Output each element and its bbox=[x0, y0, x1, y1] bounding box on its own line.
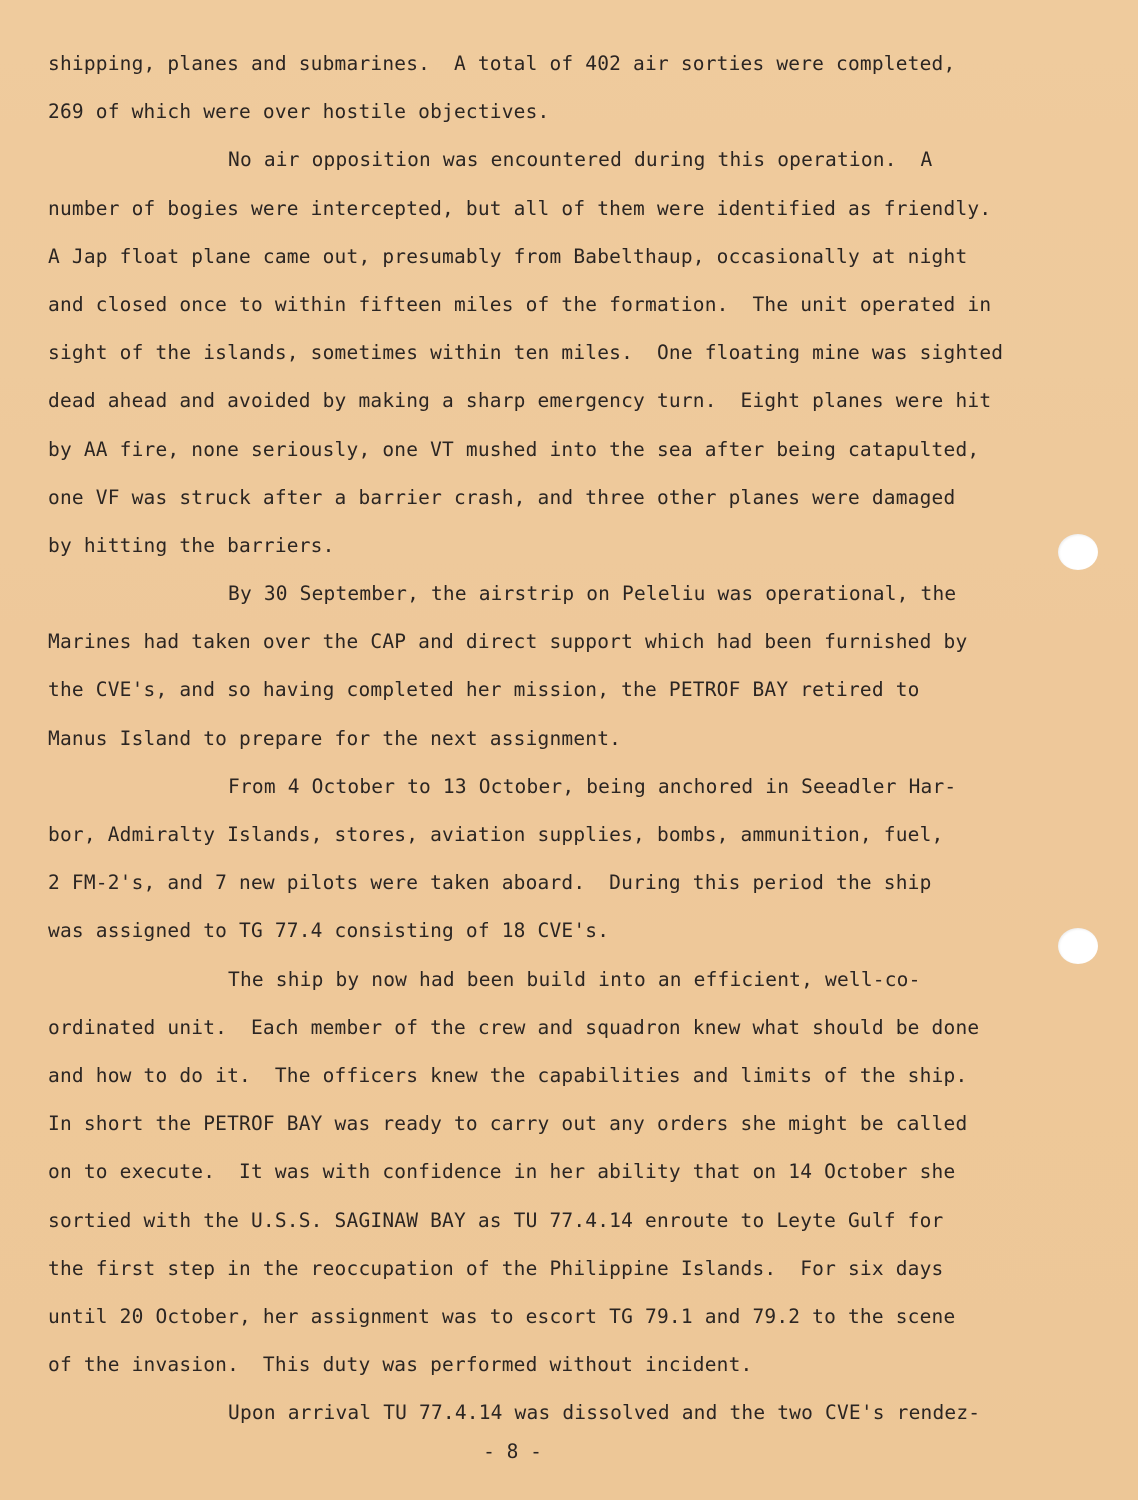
text-line: shipping, planes and submarines. A total of 402 air sorties were completed, bbox=[48, 52, 956, 75]
text-line: of the invasion. This duty was performed without incident. bbox=[48, 1353, 753, 1377]
punch-hole-lower bbox=[1058, 928, 1098, 964]
text-line: and closed once to within fifteen miles of the formation. The unit operated in bbox=[48, 292, 992, 316]
text-line: on to execute. It was with confidence in her ability that on 14 October she bbox=[48, 1160, 956, 1184]
text-line: by hitting the barriers. bbox=[48, 533, 335, 557]
text-line: A Jap float plane came out, presumably from Babelthaup, occasionally at night bbox=[48, 244, 968, 268]
text-line: Marines had taken over the CAP and direct support which had been furnished by bbox=[48, 630, 968, 654]
text-line: bor, Admiralty Islands, stores, aviation supplies, bombs, ammunition, fuel, bbox=[48, 823, 944, 846]
text-line: 269 of which were over hostile objectives. bbox=[48, 100, 550, 124]
text-line: and how to do it. The officers knew the capabilities and limits of the ship. bbox=[48, 1063, 968, 1087]
text-line: number of bogies were intercepted, but all of them were identified as friendly. bbox=[48, 196, 992, 220]
body-text bbox=[48, 40, 1048, 1437]
text-line: one VF was struck after a barrier crash, and three other planes were damaged bbox=[48, 485, 956, 509]
punch-hole-upper bbox=[1058, 534, 1098, 570]
text-line: the first step in the reoccupation of the Philippine Islands. For six days bbox=[48, 1256, 944, 1280]
text-line: In short the PETROF BAY was ready to carry out any orders she might be called bbox=[48, 1112, 968, 1136]
text-line: No air opposition was encountered during this operation. A bbox=[228, 148, 933, 172]
text-line: until 20 October, her assignment was to escort TG 79.1 and 79.2 to the scene bbox=[48, 1304, 956, 1328]
text-line: By 30 September, the airstrip on Peleliu was operational, the bbox=[228, 582, 957, 606]
text-line: Manus Island to prepare for the next assignment. bbox=[48, 726, 622, 750]
text-line: ordinated unit. Each member of the crew and squadron knew what should be done bbox=[48, 1015, 980, 1039]
text-line: The ship by now had been build into an efficient, well-co- bbox=[228, 967, 921, 991]
text-line: was assigned to TG 77.4 consisting of 18 CVE's. bbox=[48, 919, 610, 943]
text-line: From 4 October to 13 October, being anchored in Seeadler Har- bbox=[228, 774, 957, 798]
text-line: the CVE's, and so having completed her mission, the PETROF BAY retired to bbox=[48, 678, 920, 702]
text-line: 2 FM-2's, and 7 new pilots were taken aboard. During this period the ship bbox=[48, 871, 932, 895]
text-line: sortied with the U.S.S. SAGINAW BAY as TU 77.4.14 enroute to Leyte Gulf for bbox=[48, 1208, 944, 1232]
text-line: dead ahead and avoided by making a sharp emergency turn. Eight planes were hit bbox=[48, 389, 992, 413]
text-line: sight of the islands, sometimes within ten miles. One floating mine was sighted bbox=[48, 341, 1004, 365]
page-number: - 8 - bbox=[483, 1440, 542, 1463]
text-line: by AA fire, none seriously, one VT mushed into the sea after being catapulted, bbox=[48, 437, 980, 461]
text-line: Upon arrival TU 77.4.14 was dissolved and the two CVE's rendez- bbox=[228, 1401, 981, 1425]
